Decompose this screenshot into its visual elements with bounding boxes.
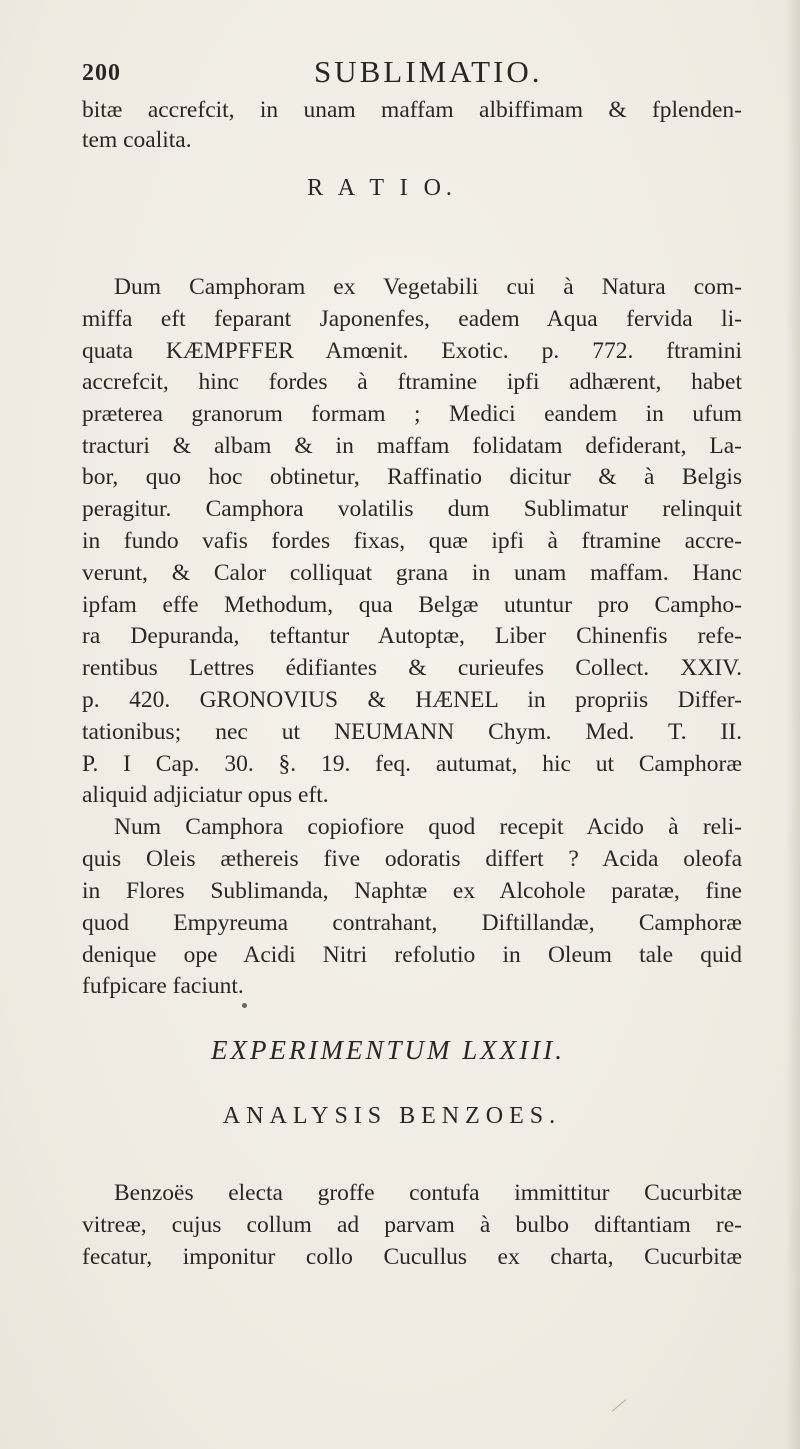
text-line: tem coalita.: [82, 127, 192, 153]
text-line: bor, quo hoc obtinetur, Raffinatio dicitur & à Belgis: [82, 464, 742, 490]
text-line: quis Oleis æthereis five odoratis differt ? Acida oleofa: [82, 846, 742, 872]
text-line: quod Empyreuma contrahant, Diftillandæ, Camphoræ: [82, 910, 742, 936]
text-line: ipfam effe Methodum, qua Belgæ utuntur pro Campho-: [82, 592, 742, 618]
text-line: miffa eft feparant Japonenfes, eadem Aqua fervida li-: [82, 306, 742, 332]
text-line: præterea granorum formam ; Medici eandem in ufum: [82, 401, 742, 427]
text-line: in fundo vafis fordes fixas, quæ ipfi à ftramine accre-: [82, 528, 742, 554]
stray-pencil-mark: [612, 1399, 626, 1411]
text-line: fecatur, imponitur collo Cucullus ex charta, Cucurbitæ: [82, 1244, 742, 1270]
text-line: verunt, & Calor colliquat grana in unam maffam. Hanc: [82, 560, 742, 586]
section-heading-analysis: ANALYSIS BENZOES.: [222, 1103, 562, 1129]
text-line: Dum Camphoram ex Vegetabili cui à Natura com-: [114, 274, 742, 300]
text-line: vitreæ, cujus collum ad parvam à bulbo diftantiam re-: [82, 1212, 742, 1238]
text-line: ra Depuranda, teftantur Autoptæ, Liber Chinenfis refe-: [82, 623, 742, 649]
ink-speck: [242, 1003, 247, 1008]
page-edge-shadow: [786, 0, 800, 1449]
section-heading-experimentum: EXPERIMENTUM LXXIII.: [211, 1035, 565, 1065]
text-line: Num Camphora copiofiore quod recepit Acido à reli-: [114, 814, 742, 840]
section-heading-ratio: R A T I O.: [307, 175, 457, 201]
text-line: tationibus; nec ut NEUMANN Chym. Med. T. II.: [82, 719, 742, 745]
text-line: aliquid adjiciatur opus eft.: [82, 782, 329, 808]
text-line: peragitur. Camphora volatilis dum Sublimatur relinquit: [82, 496, 742, 522]
page-header: [82, 54, 742, 100]
text-line: fufpicare faciunt.: [82, 973, 244, 999]
running-head: SUBLIMATIO.: [314, 54, 543, 89]
text-line: Benzoës electa groffe contufa immittitur Cucurbitæ: [114, 1180, 742, 1206]
text-line: denique ope Acidi Nitri refolutio in Oleum tale quid: [82, 942, 742, 968]
text-line: quata KÆMPFFER Amœnit. Exotic. p. 772. ftramini: [82, 338, 742, 364]
text-line: p. 420. GRONOVIUS & HÆNEL in propriis Differ-: [82, 687, 742, 713]
text-line: P. I Cap. 30. §. 19. feq. autumat, hic ut Camphoræ: [82, 751, 742, 777]
text-line: rentibus Lettres édifiantes & curieufes Collect. XXIV.: [82, 655, 742, 681]
text-line: accrefcit, hinc fordes à ftramine ipfi adhærent, habet: [82, 369, 742, 395]
text-line: tracturi & albam & in maffam folidatam defiderant, La-: [82, 433, 742, 459]
page-number: 200: [82, 60, 121, 86]
text-line: in Flores Sublimanda, Naphtæ ex Alcohole paratæ, fine: [82, 878, 742, 904]
text-line: bitæ accrefcit, in unam maffam albiffimam & fplenden-: [82, 97, 742, 123]
